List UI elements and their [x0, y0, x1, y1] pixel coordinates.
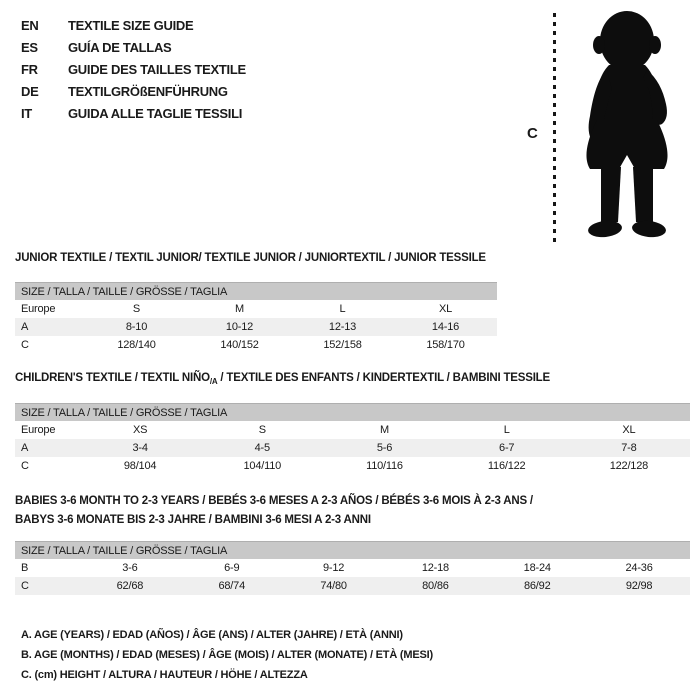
babies-heading-line2: BABYS 3-6 MONATE BIS 2-3 JAHRE / BAMBINI 3-6 MESI A 2-3 ANNI	[15, 514, 371, 526]
height-measure-dotted-line	[553, 13, 556, 245]
height-cell: 62/68	[116, 580, 144, 592]
children-heading-text: CHILDREN'S TEXTILE / TEXTIL NIÑO	[15, 372, 210, 384]
age-cell: 14-16	[431, 321, 460, 333]
height-measure-label: C	[527, 125, 538, 142]
babies-heading-line1: BABIES 3-6 MONTH TO 2-3 YEARS / BEBÉS 3-6 MESES A 2-3 AÑOS / BÉBÉS 3-6 MOIS À 2-3 ANS /	[15, 495, 533, 507]
size-cell: M	[235, 303, 244, 315]
lang-row-de	[21, 80, 246, 102]
age-cell: 5-6	[376, 442, 393, 454]
height-cell: 74/80	[320, 580, 347, 592]
age-cell: 9-12	[322, 562, 345, 574]
size-cell: L	[339, 303, 346, 315]
age-cell: 7-8	[621, 442, 637, 454]
size-cell: S	[258, 424, 266, 436]
height-cell: 152/158	[323, 339, 362, 351]
height-cell: 92/98	[625, 580, 653, 592]
height-cell: 80/86	[422, 580, 449, 592]
babies-size-table	[15, 541, 690, 595]
age-cell: 6-9	[224, 562, 240, 574]
children-section-heading	[15, 372, 550, 386]
lang-code: FR	[21, 61, 38, 77]
table-row-europe	[15, 300, 497, 318]
size-cell: XS	[132, 424, 148, 436]
age-cell: 24-36	[625, 562, 653, 574]
lang-title: GUIDE DES TAILLES TEXTILE	[68, 61, 246, 77]
row-label: C	[21, 580, 29, 592]
footnote-age-months: B. AGE (MONTHS) / EDAD (MESES) / ÂGE (MOIS) / ALTER (MONATE) / ETÀ (MESI)	[21, 649, 433, 661]
lang-code: ES	[21, 39, 38, 55]
size-table-header: SIZE / TALLA / TAILLE / GRÖSSE / TAGLIA	[15, 541, 690, 559]
lang-title: GUÍA DE TALLAS	[68, 39, 172, 55]
table-row-age-years	[15, 439, 690, 457]
age-cell: 3-6	[122, 562, 138, 574]
row-label: Europe	[21, 424, 56, 436]
height-cell: 110/116	[366, 460, 403, 472]
children-heading-subscript: /A	[209, 377, 218, 386]
size-table-header: SIZE / TALLA / TAILLE / GRÖSSE / TAGLIA	[15, 282, 497, 300]
height-cell: 68/74	[218, 580, 245, 592]
lang-row-fr	[21, 58, 246, 80]
age-cell: 4-5	[254, 442, 270, 454]
table-row-age-months	[15, 559, 690, 577]
row-label: C	[21, 339, 29, 351]
age-cell: 6-7	[499, 442, 515, 454]
height-cell: 158/170	[426, 339, 465, 351]
age-cell: 10-12	[225, 321, 254, 333]
table-row-height-cm	[15, 577, 690, 595]
junior-size-table	[15, 282, 497, 354]
size-table-header: SIZE / TALLA / TAILLE / GRÖSSE / TAGLIA	[15, 403, 690, 421]
babies-section-heading	[15, 492, 533, 530]
children-heading-text2: / TEXTILE DES ENFANTS / KINDERTEXTIL / BAMBINI TESSILE	[217, 372, 550, 384]
lang-code: DE	[21, 83, 39, 99]
age-cell: 3-4	[132, 442, 148, 454]
table-row-europe	[15, 421, 690, 439]
size-cell: S	[132, 303, 141, 315]
row-label: C	[21, 460, 29, 472]
table-row-age-years	[15, 318, 497, 336]
table-row-height-cm	[15, 336, 497, 354]
children-size-table	[15, 403, 690, 475]
lang-title: TEXTILGRÖßENFÜHRUNG	[68, 83, 228, 99]
height-cell: 122/128	[609, 460, 649, 472]
size-cell: M	[380, 424, 389, 436]
lang-title: TEXTILE SIZE GUIDE	[68, 17, 194, 33]
table-row-height-cm	[15, 457, 690, 475]
lang-code: EN	[21, 17, 39, 33]
age-cell: 8-10	[125, 321, 148, 333]
toddler-silhouette-icon	[565, 8, 689, 250]
height-cell: 104/110	[243, 460, 282, 472]
size-cell: L	[503, 424, 510, 436]
junior-section-heading: JUNIOR TEXTILE / TEXTIL JUNIOR/ TEXTILE JUNIOR / JUNIORTEXTIL / JUNIOR TESSILE	[15, 252, 486, 264]
height-cell: 128/140	[117, 339, 156, 351]
row-label: Europe	[21, 303, 56, 315]
age-cell: 18-24	[523, 562, 551, 574]
lang-row-it	[21, 102, 246, 124]
height-cell: 140/152	[220, 339, 259, 351]
height-cell: 98/104	[123, 460, 157, 472]
row-label: B	[21, 562, 29, 574]
footnote-age-years: A. AGE (YEARS) / EDAD (AÑOS) / ÂGE (ANS) / ALTER (JAHRE) / ETÀ (ANNI)	[21, 629, 403, 641]
footnote-height-cm: C. (cm) HEIGHT / ALTURA / HAUTEUR / HÖHE / ALTEZZA	[21, 669, 308, 681]
language-title-list	[21, 14, 246, 124]
lang-row-en	[21, 14, 246, 36]
lang-title: GUIDA ALLE TAGLIE TESSILI	[68, 105, 243, 121]
height-cell: 86/92	[523, 580, 551, 592]
lang-code: IT	[21, 105, 32, 121]
size-cell: XL	[622, 424, 636, 436]
lang-row-es	[21, 36, 246, 58]
age-cell: 12-18	[421, 562, 449, 574]
age-cell: 12-13	[328, 321, 357, 333]
legend-footnotes	[21, 625, 433, 685]
row-label: A	[21, 321, 29, 333]
row-label: A	[21, 442, 29, 454]
size-cell: XL	[438, 303, 453, 315]
height-cell: 116/122	[487, 460, 526, 472]
